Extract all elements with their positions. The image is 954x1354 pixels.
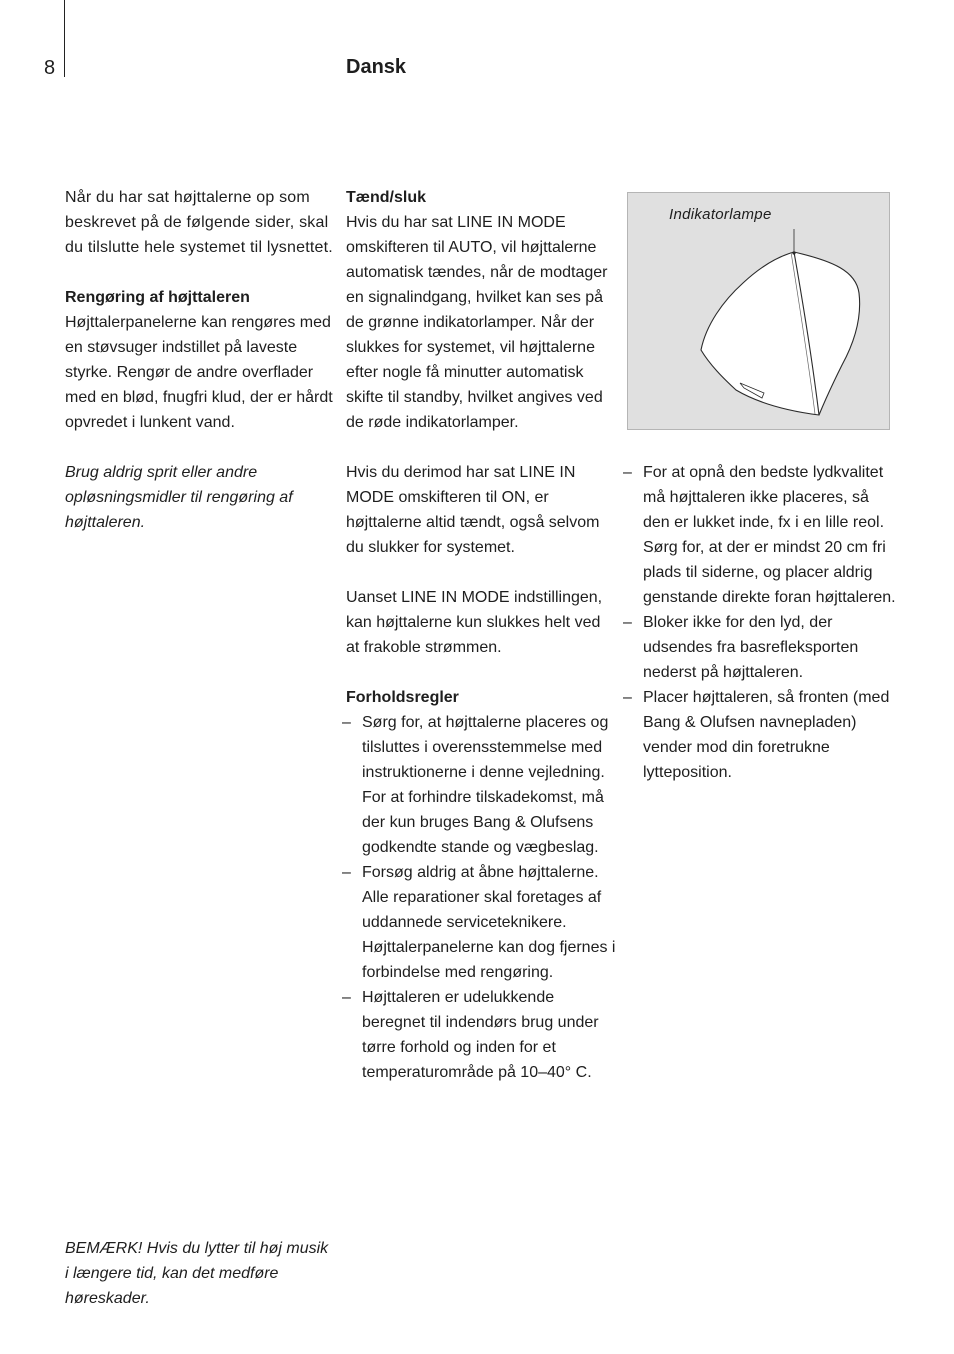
list-item-text: Højttaleren er udelukkende beregnet til indendørs brug under tørre forhold og inden for et temperaturområde på 10–40° C.	[362, 989, 599, 1081]
list-item	[342, 710, 616, 860]
list-dash: –	[623, 614, 632, 631]
list-item	[342, 860, 616, 985]
indicator-lamp-label: Indikatorlampe	[669, 206, 772, 223]
list-item-text: Bloker ikke for den lyd, der udsendes fra basrefleksporten nederst på højttaleren.	[643, 614, 859, 681]
column-middle	[342, 185, 616, 1085]
page-divider-line	[64, 0, 65, 77]
onoff-paragraph-2: Hvis du derimod har sat LINE IN MODE omskifteren til ON, er højttalerne altid tændt, også selvom du slukker for systemet.	[346, 464, 600, 556]
list-item	[342, 985, 616, 1085]
cleaning-note: Brug aldrig sprit eller andre opløsningsmidler til rengøring af højttaleren.	[65, 464, 293, 531]
precautions-list	[342, 710, 616, 1085]
column-left	[65, 185, 335, 560]
list-item	[623, 610, 898, 685]
placement-list	[623, 460, 898, 785]
list-item-text: Sørg for, at højttalerne placeres og tilsluttes i overensstemmelse med instruktionerne i denne vejledning. For at forhindre tilskadekomst, må der kun bruges Bang & Olufsens godkendte stande og vægbeslag.	[362, 714, 609, 856]
list-item-text: For at opnå den bedste lydkvalitet må højttaleren ikke placeres, så den er lukket inde, fx i en lille reol. Sørg for, at der er mindst 20 cm fri plads til siderne, og placer aldrig genstande direkte foran højttaleren.	[643, 464, 896, 606]
list-dash: –	[623, 689, 632, 706]
list-dash: –	[623, 464, 632, 481]
cleaning-heading: Rengøring af højttaleren	[65, 289, 250, 306]
list-dash: –	[342, 864, 351, 881]
speaker-figure	[627, 192, 890, 430]
section-title: Dansk	[346, 56, 407, 78]
list-dash: –	[342, 989, 351, 1006]
onoff-paragraph-1: Hvis du har sat LINE IN MODE omskifteren til AUTO, vil højttalerne automatisk tændes, når de modtager en signalindgang, hvilket kan ses på de grønne indikatorlamper. Når der slukkes for systemet, vil højttalerne efter nogle få minutter automatisk skifte til standby, hvilket angives ved de røde indikatorlamper.	[346, 214, 608, 431]
list-item	[623, 685, 898, 785]
list-item	[623, 460, 898, 610]
intro-paragraph: Når du har sat højttalerne op som beskrevet på de følgende sider, skal du tilslutte hele systemet til lysnettet.	[65, 189, 333, 256]
list-item-text: Forsøg aldrig at åbne højttalerne. Alle reparationer skal foretages af uddannede serviceteknikere. Højttalerpanelerne kan dog fjernes i forbindelse med rengøring.	[362, 864, 616, 981]
precautions-heading: Forholdsregler	[346, 689, 459, 706]
onoff-paragraph-3: Uanset LINE IN MODE indstillingen, kan højttalerne kun slukkes helt ved at frakoble strømmen.	[346, 589, 603, 656]
onoff-heading: Tænd/sluk	[346, 189, 427, 206]
hearing-warning: BEMÆRK! Hvis du lytter til høj musik i længere tid, kan det medføre høreskader.	[65, 1240, 329, 1307]
page-number: 8	[44, 57, 56, 79]
column-right	[623, 460, 898, 785]
list-dash: –	[342, 714, 351, 731]
list-item-text: Placer højttaleren, så fronten (med Bang & Olufsen navnepladen) vender mod din foretrukne lytteposition.	[643, 689, 890, 781]
speaker-illustration-icon	[628, 193, 889, 429]
cleaning-paragraph: Højttalerpanelerne kan rengøres med en støvsuger indstillet på laveste styrke. Rengør de andre overflader med en blød, fnugfri klud, der er hårdt opvredet i lunkent vand.	[65, 314, 333, 431]
